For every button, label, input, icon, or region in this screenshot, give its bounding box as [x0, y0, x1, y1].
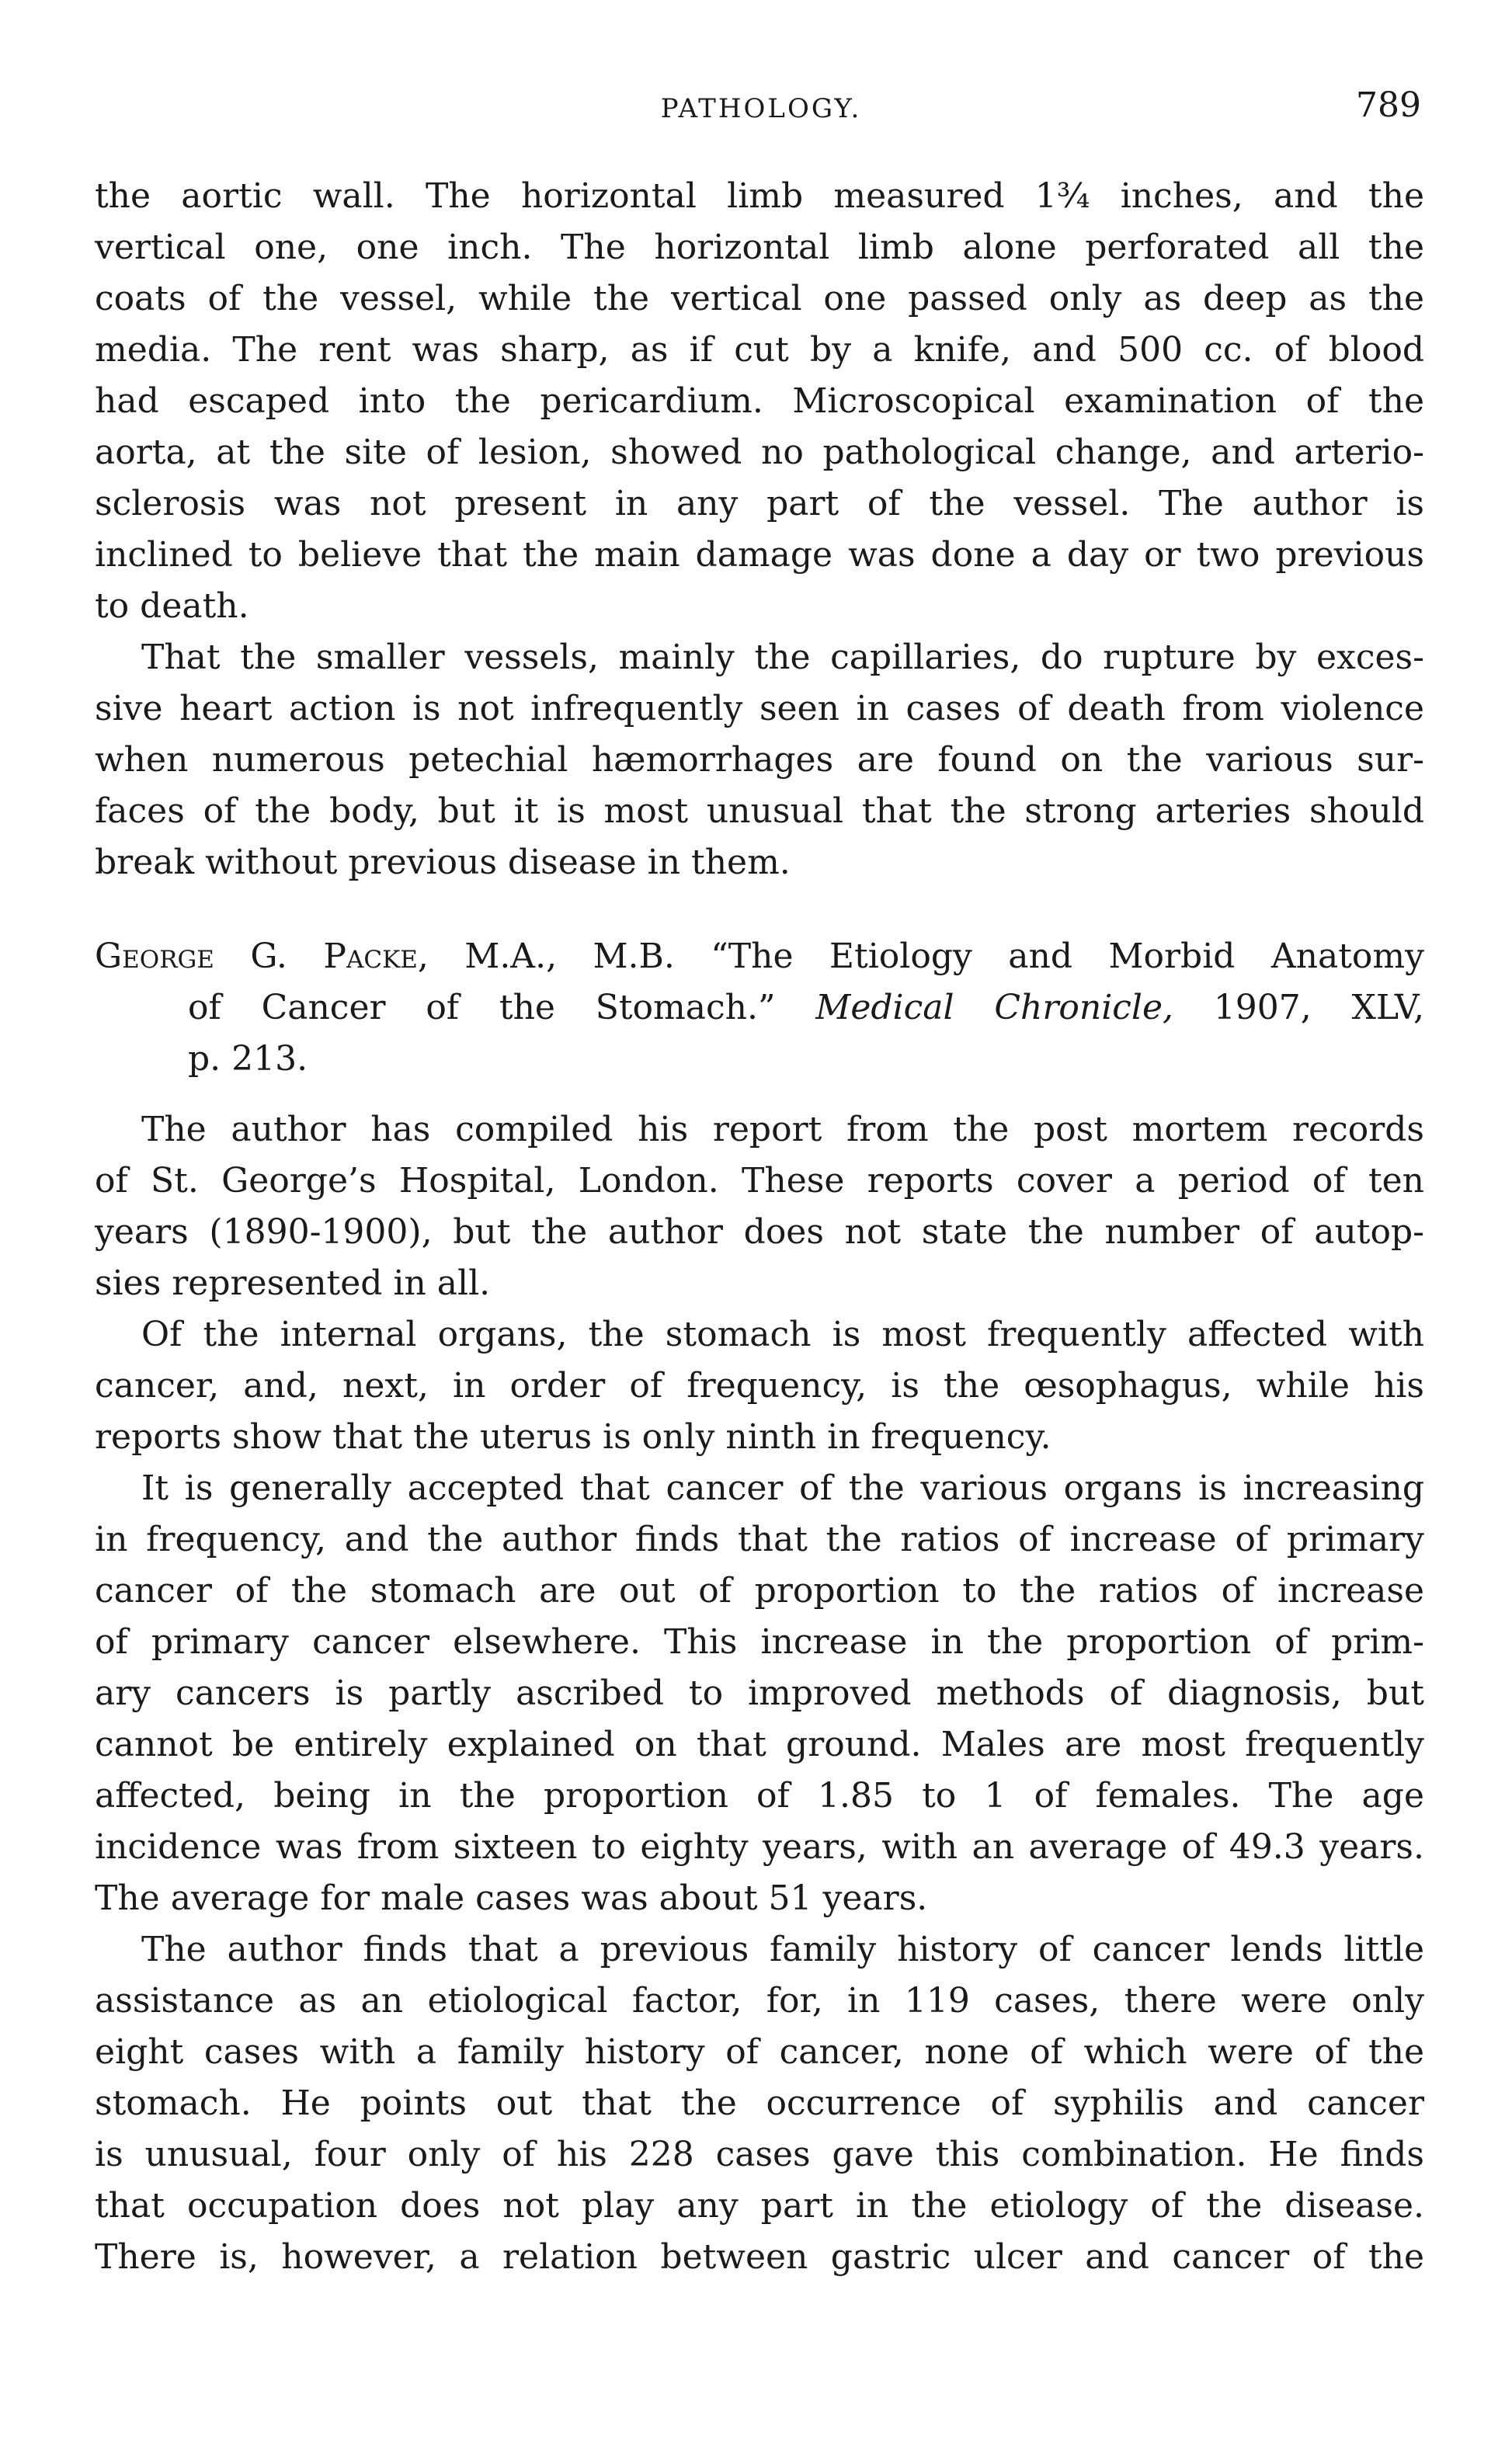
paragraph	[95, 1104, 1424, 1309]
text-line: reports show that the uterus is only ninth in frequency.	[95, 1417, 1051, 1457]
text-line: The author finds that a previous family history of cancer lends little	[141, 1930, 1424, 1969]
text-line: cancer, and, next, in order of frequency, is the œsophagus, while his	[95, 1366, 1424, 1406]
text-line: eight cases with a family history of cancer, none of which were of the	[95, 2032, 1424, 2072]
citation-title-cont: of Cancer of the Stomach.”	[188, 988, 776, 1027]
text-line: sclerosis was not present in any part of the vessel. The author is	[95, 484, 1424, 523]
running-head: PATHOLOGY.	[660, 93, 862, 124]
text-line: affected, being in the proportion of 1.85 to 1 of females. The age	[95, 1776, 1424, 1816]
text-line: Of the internal organs, the stomach is most frequently affected with	[141, 1315, 1424, 1354]
text-line: in frequency, and the author finds that the ratios of increase of primary	[95, 1520, 1424, 1559]
body-text	[95, 171, 1424, 2283]
text-line: It is generally accepted that cancer of the various organs is increasing	[141, 1468, 1424, 1508]
text-line: of St. George’s Hospital, London. These reports cover a period of ten	[95, 1161, 1424, 1201]
text-line: of primary cancer elsewhere. This increase in the proportion of prim-	[95, 1622, 1424, 1662]
text-line: coats of the vessel, while the vertical one passed only as deep as the	[95, 279, 1424, 318]
text-line: had escaped into the pericardium. Microscopical examination of the	[95, 381, 1424, 421]
text-line: media. The rent was sharp, as if cut by a knife, and 500 cc. of blood	[95, 330, 1424, 370]
paragraph	[95, 1309, 1424, 1463]
paragraph	[95, 171, 1424, 632]
citation-page: p. 213.	[188, 1039, 308, 1079]
text-line: years (1890-1900), but the author does not state the number of autop-	[95, 1212, 1424, 1252]
text-line: assistance as an etiological factor, for, in 119 cases, there were only	[95, 1981, 1424, 2021]
paragraph	[95, 632, 1424, 888]
text-line: stomach. He points out that the occurrence of syphilis and cancer	[95, 2083, 1424, 2123]
citation-journal: Medical Chronicle,	[815, 988, 1174, 1027]
citation	[95, 931, 1424, 1085]
text-line: incidence was from sixteen to eighty years, with an average of 49.3 years.	[95, 1827, 1424, 1867]
citation-line	[95, 931, 1424, 982]
text-line: There is, however, a relation between gastric ulcer and cancer of the	[95, 2237, 1424, 2277]
citation-line	[95, 982, 1424, 1034]
text-line: cannot be entirely explained on that ground. Males are most frequently	[95, 1725, 1424, 1764]
page-number: 789	[1356, 85, 1421, 125]
text-line: That the smaller vessels, mainly the capillaries, do rupture by exces-	[141, 638, 1424, 677]
paragraph	[95, 1463, 1424, 1924]
text-line: ary cancers is partly ascribed to improved methods of diagnosis, but	[95, 1673, 1424, 1713]
text-line: sies represented in all.	[95, 1263, 491, 1303]
page-header	[101, 85, 1421, 132]
text-line: aorta, at the site of lesion, showed no pathological change, and arterio-	[95, 433, 1424, 472]
text-line: when numerous petechial hæmorrhages are found on the various sur-	[95, 740, 1424, 780]
text-line: is unusual, four only of his 228 cases gave this combination. He finds	[95, 2135, 1424, 2174]
citation-year-vol: 1907, XLV,	[1213, 988, 1424, 1027]
citation-author: George G. Packe, M.A., M.B.	[95, 937, 675, 976]
citation-title: “The Etiology and Morbid Anatomy	[711, 937, 1424, 976]
text-line: cancer of the stomach are out of proportion to the ratios of increase	[95, 1571, 1424, 1611]
text-line: inclined to believe that the main damage was done a day or two previous	[95, 535, 1424, 575]
text-line: that occupation does not play any part in the etiology of the disease.	[95, 2186, 1424, 2226]
paragraph	[95, 1924, 1424, 2283]
text-line: vertical one, one inch. The horizontal limb alone perforated all the	[95, 228, 1424, 267]
text-line: the aortic wall. The horizontal limb measured 1¾ inches, and the	[95, 176, 1424, 216]
text-line: The author has compiled his report from the post mortem records	[141, 1110, 1424, 1149]
text-line: The average for male cases was about 51 years.	[95, 1878, 928, 1918]
text-line: sive heart action is not infrequently seen in cases of death from violence	[95, 689, 1424, 728]
text-line: faces of the body, but it is most unusual that the strong arteries should	[95, 791, 1424, 831]
text-line: break without previous disease in them.	[95, 843, 791, 882]
text-line: to death.	[95, 586, 249, 626]
